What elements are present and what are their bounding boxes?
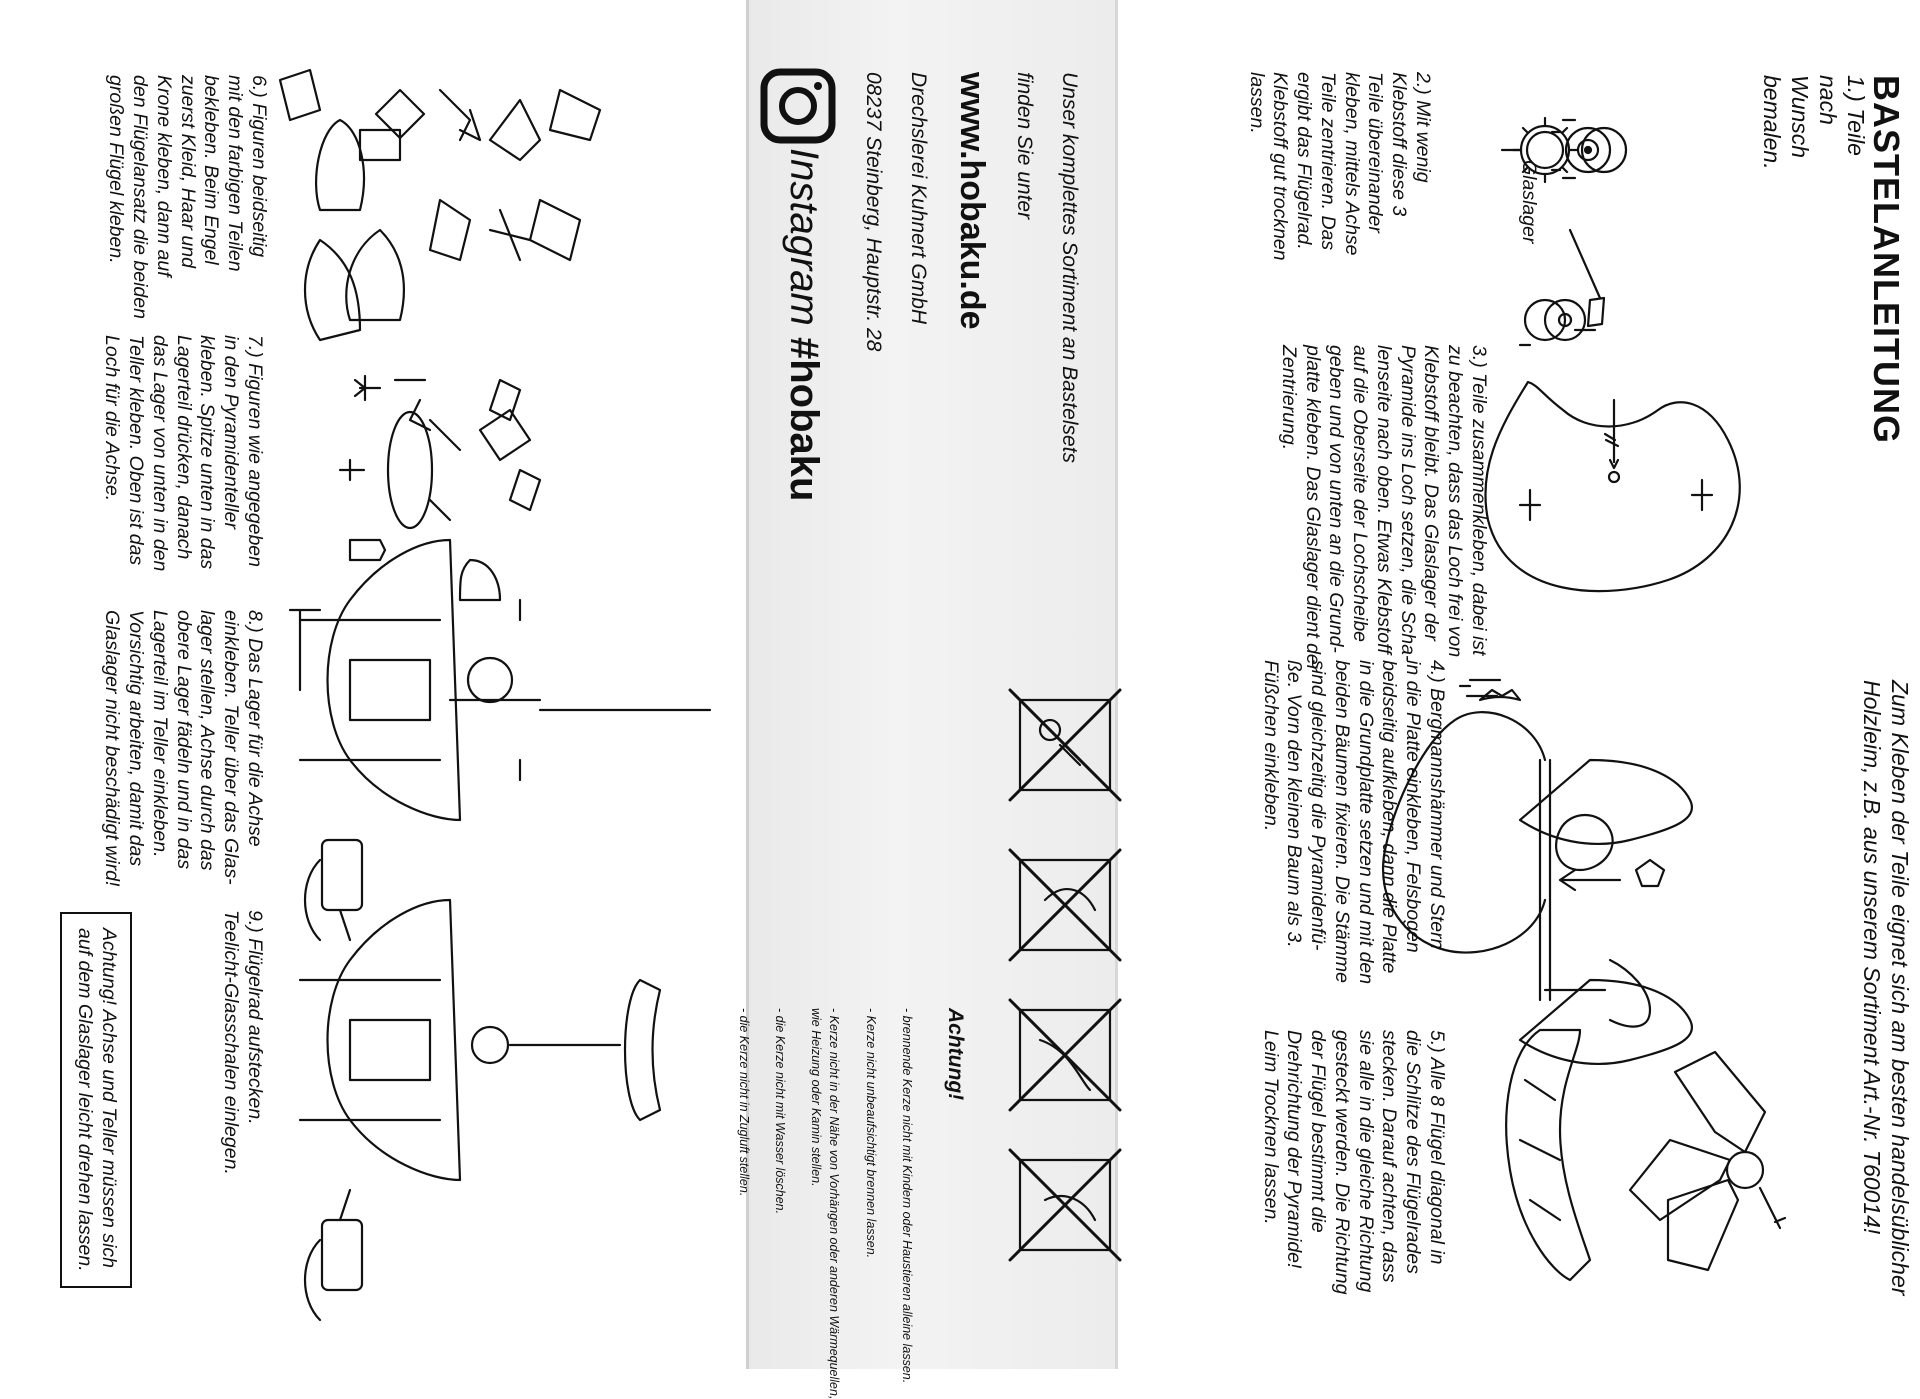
- step-1-text: 1.) Teile nach Wunsch bemalen.: [1758, 75, 1869, 170]
- step-8-text: 8.) Das Lager für die Achse einkleben. Teller über das Glas- lager stellen, Achse durch das obere Lager fädeln und in das Lagerteil im Teller einkleben. Vorsichtig arbeiten, damit das Glaslager nicht beschädigt wird!: [101, 610, 266, 887]
- caution-heading: Achtung!: [944, 1008, 967, 1101]
- company-name: Drechslerei Kuhnert GmbH: [907, 72, 931, 325]
- step-6-text: 6.) Figuren beidseitig mit den farbigen Teilen bekleben. Beim Engel zuerst Kleid, Haar und Krone kleben, dann auf den Flügelansatz die beiden großen Flügel kleben.: [105, 75, 270, 319]
- instagram-tag: #hobaku: [782, 336, 826, 502]
- page-title: BASTELANLEITUNG: [1866, 75, 1907, 444]
- caution-item: - die Kerze nicht mit Wasser löschen.: [773, 1008, 787, 1215]
- promo-line-1: Unser komplettes Sortiment an Bastelsets: [1058, 72, 1082, 464]
- instagram-word: Instagram: [782, 148, 826, 326]
- rotating-plate-illustration: [340, 376, 540, 600]
- caution-item: - brennende Kerze nicht mit Kindern oder Haustieren alleine lassen.: [899, 1008, 914, 1384]
- glue-tip: Zum Kleben der Teile eignet sich am besten handelsüblicher Holzleim, z.B. aus unserem Sortiment Art.-Nr. T60014!: [1858, 680, 1913, 1296]
- website-link[interactable]: www.hobaku.de: [953, 72, 992, 330]
- step-5-text: 5.) Alle 8 Flügel diagonal in die Schlitze des Flügelrades stecken. Darauf achten, dass sie alle in die gleiche Richtung gesteckt werden. Die Richtung der Flügel bestimmt die Drehrichtung der Pyramide! Leim Trocknen lassen.: [1259, 1030, 1448, 1295]
- pyramid-assembled-illustration: [290, 540, 710, 820]
- promo-line-2: finden Sie unter: [1013, 72, 1037, 220]
- step-4-text: 4.) Bergmannshämmer und Stern in die Platte einkleben, Felsbogen beidseitig aufkleben, dann die Platte in die Grundplatte setzen und mit den beiden Bäumen fixieren. Die Stämme sind gleichzeitig die Pyramidenfü- ße. Vorn den kleinen Baum als 3. Füßchen einkleben.: [1259, 660, 1448, 985]
- company-address: 08237 Steinberg, Hauptstr. 28: [862, 72, 886, 352]
- glaslager-label: Glaslager: [1518, 160, 1540, 244]
- pyramid-frame-illustration: [1383, 680, 1692, 1064]
- caution-item: - die Kerze nicht in Zugluft stellen.: [736, 1008, 751, 1197]
- base-plate-illustration: [1485, 230, 1739, 591]
- step-2-text: 2.) Mit wenig Klebstoff diese 3 Teile übereinander kleben, mittels Achse Teile zentrieren. Das ergibt das Flügelrad. Klebstoff gut trocknen lassen.: [1245, 72, 1434, 261]
- safety-pictograms: [1010, 690, 1120, 1260]
- step-3-text: 3.) Teile zusammenkleben, dabei ist zu beachten, dass das Loch frei von Klebstoff bleibt. Das Glaslager der Pyramide ins Loch setzen, die Scha- lenseite nach oben. Etwas Klebstoff auf die Oberseite der Lochscheibe geben und von unten an die Grund- platte kleben. Das Glaslager dient der Zentrierung.: [1277, 345, 1490, 672]
- warning-box: Achtung! Achse und Teller müssen sich auf dem Glaslager leicht drehen lassen.: [60, 912, 132, 1288]
- figures-illustration: [280, 70, 600, 340]
- step-7-text: 7.) Figuren wie angegeben in den Pyramidenteller kleben. Spitze unten in das Lagerteil drücken, danach das Lager von unten in den Teller kleben. Oben ist das Loch für die Achse.: [101, 335, 266, 572]
- wing-blades-illustration: [1506, 1030, 1785, 1280]
- step-9-text: 9.) Flügelrad aufstecken. Teelicht-Glasschalen einlegen.: [220, 910, 266, 1175]
- wing-wheel-parts-illustration: [1502, 118, 1626, 182]
- pyramid-complete-illustration: [300, 840, 660, 1320]
- caution-item: - Kerze nicht unbeaufsichtigt brennen lassen.: [863, 1008, 878, 1259]
- caution-item: - Kerze nicht in der Nähe von Vorhängen oder anderen Wärmequellen, wie Heizung oder Kamin stellen.: [809, 1008, 842, 1399]
